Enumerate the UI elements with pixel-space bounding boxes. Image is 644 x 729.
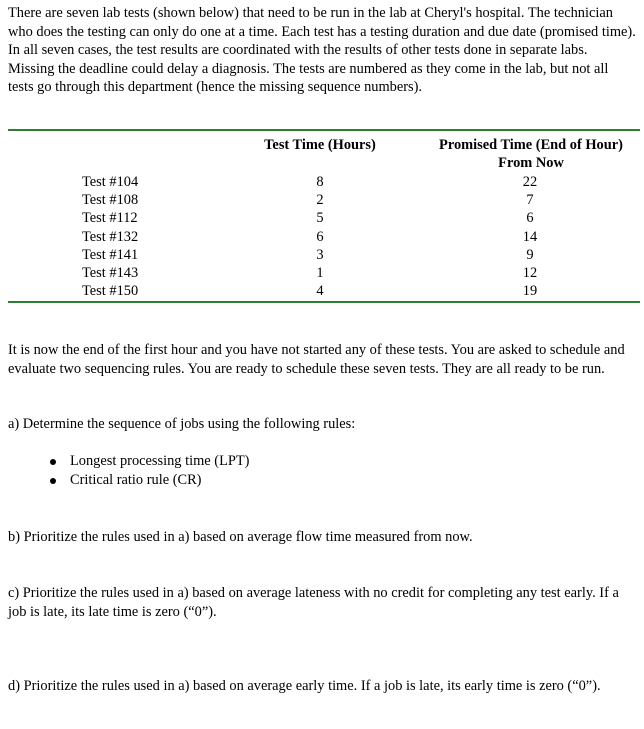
table-row <box>0 246 644 264</box>
table-bottom-rule <box>8 301 640 303</box>
test-promised: 9 <box>526 246 534 263</box>
test-time: 3 <box>316 246 324 263</box>
scheduling-paragraph: It is now the end of the first hour and you have not started any of these tests. You are asked to schedule and evaluate two sequencing rules. You are ready to schedule these seven tests. They are all ready to be run. <box>8 342 625 377</box>
test-name: Test #150 <box>82 283 139 300</box>
test-time: 6 <box>316 228 324 245</box>
question-d: d) Prioritize the rules used in a) based on average early time. If a job is late, its early time is zero (“0”). <box>8 678 601 694</box>
table-row <box>0 191 644 209</box>
bullet-icon <box>50 478 56 484</box>
header-test-time: Test Time (Hours) <box>264 137 376 153</box>
test-time: 5 <box>316 210 324 227</box>
test-name: Test #143 <box>82 264 139 281</box>
rule-list <box>48 452 249 490</box>
test-promised: 12 <box>522 264 538 281</box>
test-name: Test #104 <box>82 174 139 190</box>
test-name: Test #108 <box>82 192 139 209</box>
table-row <box>0 173 644 191</box>
intro-paragraph: There are seven lab tests (shown below) that need to be run in the lab at Cheryl's hospital. The technician who does the testing can only do one at a time. Each test has a testing duration and due date (promised time). In all seven cases, the test results are coordinated with the results of other tests done in separate labs. Missing the deadline could delay a diagnosis. The tests are numbered as they come in the lab, but not all tests go through this department (hence the missing sequence numbers). <box>8 5 636 96</box>
bullet-icon <box>50 459 56 465</box>
question-c: c) Prioritize the rules used in a) based on average lateness with no credit for completing any test early. If a job is late, its late time is zero (“0”). <box>8 585 619 620</box>
table-row <box>0 264 644 282</box>
test-time: 1 <box>316 264 324 281</box>
list-item <box>48 452 249 471</box>
header-promised-line1: Promised Time (End of Hour) <box>439 137 623 153</box>
header-promised-time <box>420 136 642 172</box>
table-top-rule <box>8 129 640 131</box>
list-item <box>48 471 249 490</box>
test-promised: 7 <box>526 192 534 209</box>
test-table-body <box>0 173 644 300</box>
table-row <box>0 282 644 300</box>
table-row <box>0 228 644 246</box>
test-name: Test #132 <box>82 228 139 245</box>
test-promised: 6 <box>526 210 534 227</box>
test-time: 8 <box>316 174 324 190</box>
table-row <box>0 209 644 227</box>
test-promised: 14 <box>522 228 538 245</box>
test-promised: 19 <box>522 283 538 300</box>
rule-label: Longest processing time (LPT) <box>70 453 250 469</box>
question-b: b) Prioritize the rules used in a) based on average flow time measured from now. <box>8 529 473 545</box>
test-time: 2 <box>316 192 324 209</box>
header-promised-line2: From Now <box>498 155 564 171</box>
question-a: a) Determine the sequence of jobs using the following rules: <box>8 416 356 432</box>
test-promised: 22 <box>522 174 538 190</box>
test-name: Test #141 <box>82 246 139 263</box>
rule-label: Critical ratio rule (CR) <box>70 472 202 488</box>
test-name: Test #112 <box>82 210 138 227</box>
test-time: 4 <box>316 283 324 300</box>
